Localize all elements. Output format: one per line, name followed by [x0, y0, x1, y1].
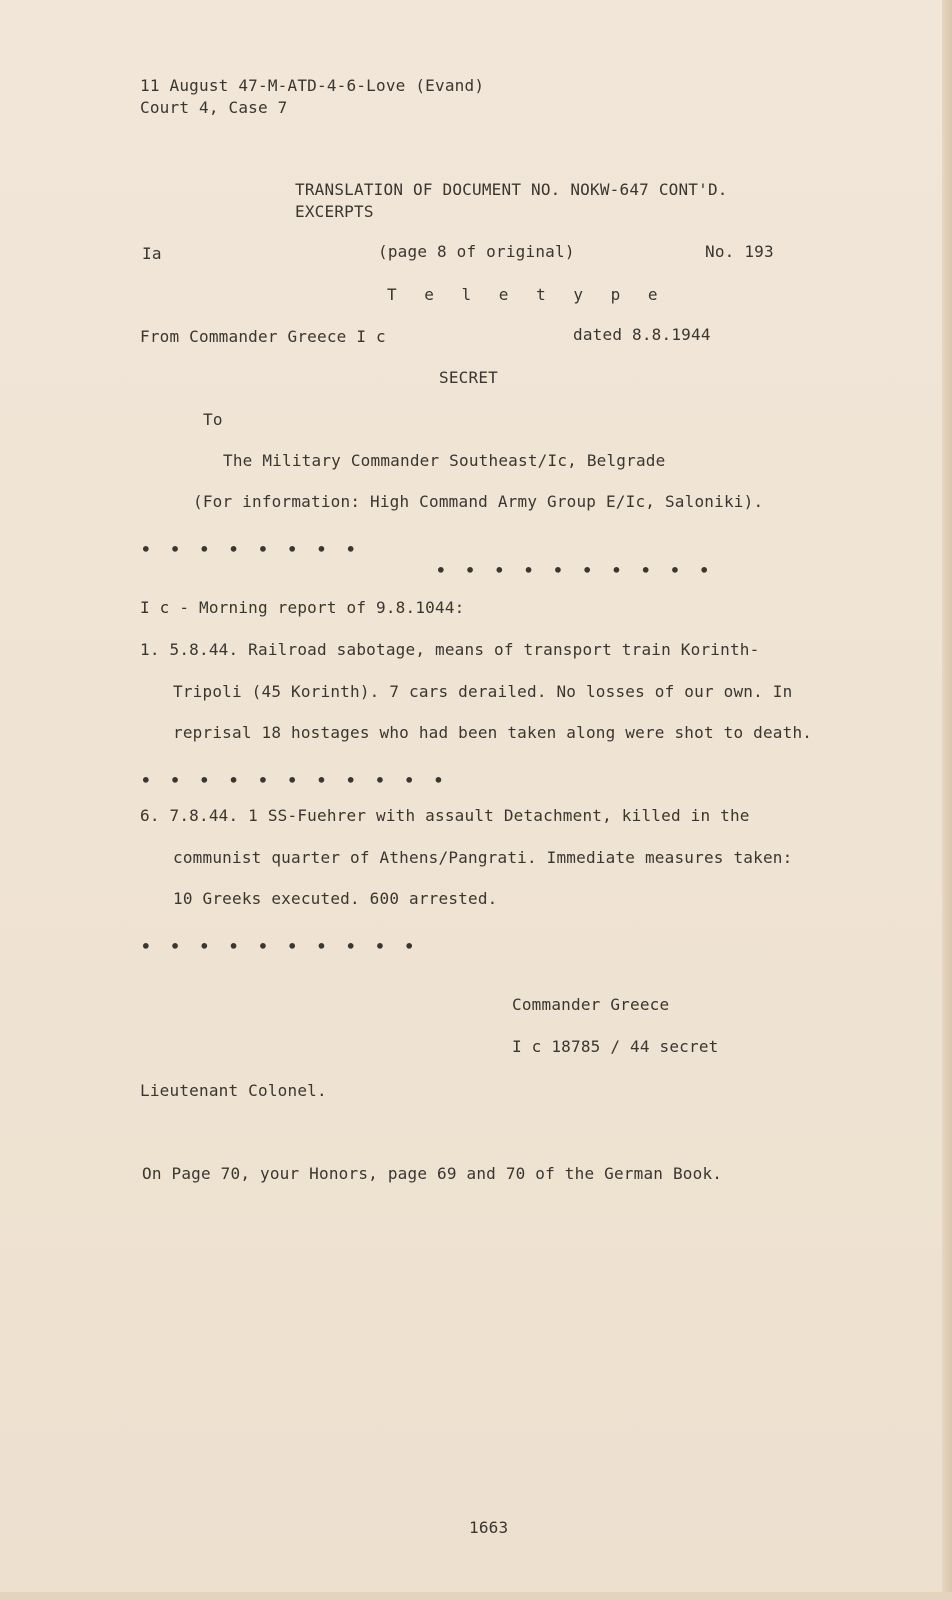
paper-edge-bottom: [0, 1592, 952, 1600]
item-1-line-3: reprisal 18 hostages who had been taken along were shot to death.: [173, 723, 813, 742]
closing-note: On Page 70, your Honors, page 69 and 70 of the German Book.: [142, 1164, 723, 1183]
signature-line-1: Commander Greece: [512, 995, 670, 1014]
signer-rank: Lieutenant Colonel.: [140, 1081, 327, 1100]
separator-dots-4: • • • • • • • • • •: [141, 937, 420, 956]
report-heading: I c - Morning report of 9.8.1044:: [140, 598, 465, 617]
document-title: TRANSLATION OF DOCUMENT NO. NOKW-647 CONT'D.: [295, 180, 728, 199]
item-6-line-1: 6. 7.8.44. 1 SS-Fuehrer with assault Detachment, killed in the: [140, 806, 750, 825]
sender-line: From Commander Greece I c: [140, 327, 386, 346]
header-line-1: 11 August 47-M-ATD-4-6-Love (Evand): [140, 76, 485, 95]
document-number: No. 193: [705, 242, 774, 261]
separator-dots-3: • • • • • • • • • • •: [141, 771, 449, 790]
classification-label: SECRET: [439, 368, 498, 387]
item-6-line-2: communist quarter of Athens/Pangrati. Immediate measures taken:: [173, 848, 793, 867]
item-6-line-3: 10 Greeks executed. 600 arrested.: [173, 889, 498, 908]
document-subtitle: EXCERPTS: [295, 202, 374, 221]
original-page-ref: (page 8 of original): [378, 242, 575, 261]
header-line-2: Court 4, Case 7: [140, 98, 288, 117]
date-line: dated 8.8.1944: [573, 325, 711, 344]
recipient-line: The Military Commander Southeast/Ic, Belgrade: [223, 451, 666, 470]
signature-line-2: I c 18785 / 44 secret: [512, 1037, 719, 1056]
paper-edge-right: [942, 0, 952, 1600]
item-1-line-1: 1. 5.8.44. Railroad sabotage, means of transport train Korinth-: [140, 640, 760, 659]
section-code: Ia: [142, 244, 162, 263]
information-line: (For information: High Command Army Group E/Ic, Saloniki).: [193, 492, 764, 511]
item-1-line-2: Tripoli (45 Korinth). 7 cars derailed. No losses of our own. In: [173, 682, 793, 701]
separator-dots-1: • • • • • • • •: [141, 540, 361, 559]
teletype-heading: T e l e t y p e: [387, 285, 667, 304]
page-number: 1663: [469, 1518, 509, 1537]
to-label: To: [203, 410, 223, 429]
separator-dots-2: • • • • • • • • • •: [436, 561, 715, 580]
